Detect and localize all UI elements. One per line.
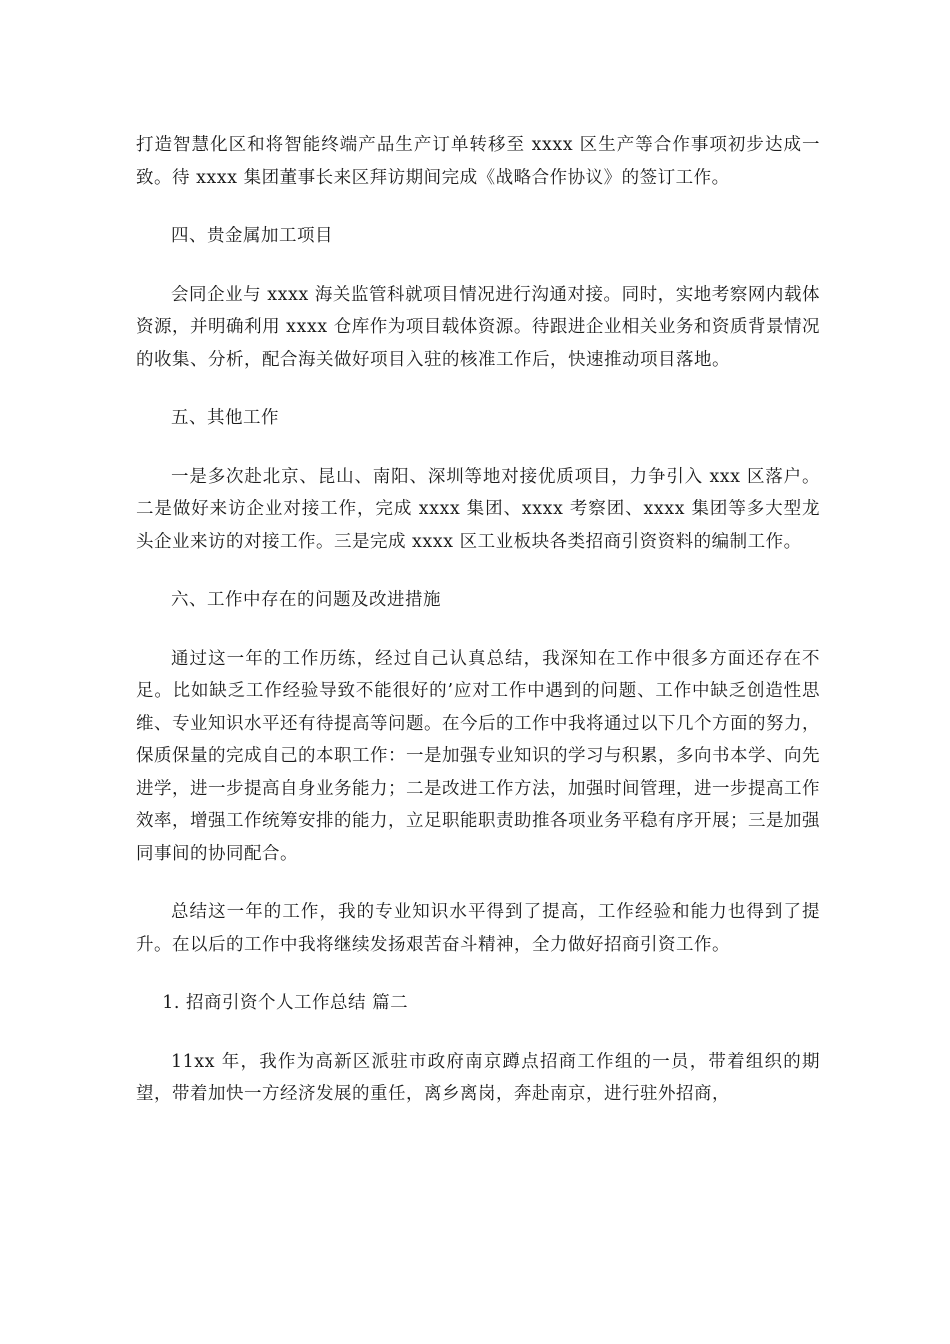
- article-heading-part-two: 1. 招商引资个人工作总结 篇二: [162, 993, 409, 1013]
- section-heading-other-work: 五、其他工作: [171, 408, 279, 428]
- section-heading-problems: 六、工作中存在的问题及改进措施: [171, 590, 441, 610]
- paragraph-problems: 通过这一年的工作历练，经过自己认真总结，我深知在工作中很多方面还存在不足。比如缺乏工作经验导致不能很好的’应对工作中遇到的问题、工作中缺乏创造性思维、专业知识水平还有待提高等问题。在今后的工作中我将通过以下几个方面的努力，保质保量的完成自己的本职工作：一是加强专业知识的学习与积累，多向书本学、向先进学，进一步提高自身业务能力；二是改进工作方法，加强时间管理，进一步提高工作效率，增强工作统筹安排的能力，立足职能职责助推各项业务平稳有序开展；三是加强同事间的协同配合。: [136, 648, 820, 864]
- paragraph-summary: 总结这一年的工作，我的专业知识水平得到了提高，工作经验和能力也得到了提升。在以后的工作中我将继续发扬艰苦奋斗精神，全力做好招商引资工作。: [136, 902, 820, 955]
- paragraph-part-two-intro: 11xx 年，我作为高新区派驻市政府南京蹲点招商工作组的一员，带着组织的期望，带着加快一方经济发展的重任，离乡离岗，奔赴南京，进行驻外招商，: [136, 1051, 820, 1104]
- document-body: [136, 129, 820, 1137]
- paragraph-strategic-cooperation: 打造智慧化区和将智能终端产品生产订单转移至 xxxx 区生产等合作事项初步达成一致。待 xxxx 集团董事长来区拜访期间完成《战略合作协议》的签订工作。: [136, 135, 820, 188]
- paragraph-precious-metals: 会同企业与 xxxx 海关监管科就项目情况进行沟通对接。同时，实地考察网内载体资源，并明确利用 xxxx 仓库作为项目载体资源。待跟进企业相关业务和资质背景情况的收集、分析，配合海关做好项目入驻的核准工作后，快速推动项目落地。: [136, 284, 820, 370]
- paragraph-other-work: 一是多次赴北京、昆山、南阳、深圳等地对接优质项目，力争引入 xxx 区落户。二是做好来访企业对接工作，完成 xxxx 集团、xxxx 考察团、xxxx 集团等多大型龙头企业来访的对接工作。三是完成 xxxx 区工业板块各类招商引资资料的编制工作。: [136, 466, 820, 552]
- section-heading-precious-metals: 四、贵金属加工项目: [171, 226, 333, 246]
